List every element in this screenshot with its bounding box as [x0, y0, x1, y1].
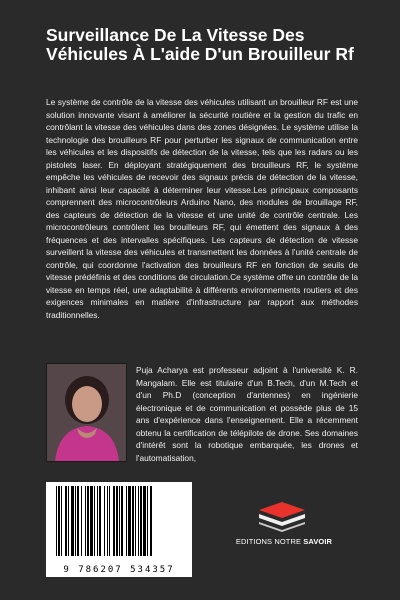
barcode-bar: [132, 486, 134, 556]
barcode-bar: [65, 486, 67, 556]
book-title: Surveillance De La Vitesse Des Véhicules À L'aide D'un Brouilleur Rf: [46, 25, 354, 64]
barcode-bar: [61, 486, 62, 556]
barcode-bar: [119, 486, 120, 556]
barcode-bars: [50, 486, 188, 558]
publisher-logo: [255, 500, 309, 532]
barcode-bar: [143, 486, 146, 556]
barcode-bar: [138, 486, 139, 556]
publisher-name: [232, 537, 336, 546]
barcode-bar: [147, 486, 148, 556]
barcode-bar: [97, 486, 98, 556]
isbn-barcode: [46, 482, 192, 577]
barcode-bar: [68, 486, 69, 556]
barcode-bar: [85, 486, 86, 556]
barcode-bar: [109, 486, 110, 556]
barcode-bar: [90, 486, 93, 556]
barcode-bar: [94, 486, 95, 556]
barcode-bar: [116, 486, 118, 556]
author-portrait-image: [47, 364, 126, 461]
barcode-bar: [75, 486, 76, 556]
barcode-bar: [140, 486, 142, 556]
author-bio: Puja Acharya est professeur adjoint à l'université K. R. Mangalam. Elle est titulaire d'un B.Tech, d'un M.Tech et d'un Ph.D (conception d'antennes) en ingénierie électronique et de communication et possède plus de 15 ans d'expérience dans l'enseignement. Elle a récemment obtenu la certification de télépilote de drone. Ses domaines d'intérêt sont la robotique embarquée, les drones et l'automatisation,: [136, 365, 358, 463]
barcode-bar: [107, 486, 108, 556]
publisher-name-strong: SAVOIR: [303, 537, 333, 546]
barcode-bar: [87, 486, 89, 556]
isbn-number: 9 786207 534357: [63, 565, 175, 575]
barcode-bar: [150, 486, 152, 556]
barcode-bar: [81, 486, 82, 556]
barcode-bar: [56, 486, 57, 556]
publisher-name-prefix: EDITIONS NOTRE: [235, 537, 302, 546]
barcode-bar: [58, 486, 60, 556]
barcode-bar: [77, 486, 79, 556]
barcode-bar: [121, 486, 123, 556]
barcode-bar: [113, 486, 115, 556]
barcode-bar: [135, 486, 136, 556]
barcode-bar: [104, 486, 105, 556]
barcode-bar: [99, 486, 101, 556]
barcode-bar: [126, 486, 127, 556]
barcode-bar: [128, 486, 131, 556]
barcode-bar: [71, 486, 74, 556]
book-summary: Le système de contrôle de la vitesse des véhicules utilisant un brouilleur RF est une solution innovante visant à améliorer la sécurité routière et la gestion du trafic en contrôlant la vitesse des véhicules dans des zones désignées. Le système utilise la technologie des brouilleurs RF pour perturber les signaux de communication entre les véhicules et les dispositifs de détection de la vitesse, tels que les radars ou les pistolets laser. En déployant stratégiquement des brouilleurs RF, le système empêche les véhicules de recevoir des signaux précis de détection de la vitesse, inhibant ainsi leur capacité à déterminer leur vitesse.Les principaux composants comprennent des microcontrôleurs Arduino Nano, des modules de brouillage RF, des capteurs de détection de la vitesse et une unité de contrôle centrale. Les microcontrôleurs contrôlent les brouilleurs RF, qui émettent des signaux à des fréquences et des intervalles spécifiques. Les capteurs de détection de vitesse surveillent la vitesse des véhicules et transmettent les données à l'unité centrale de contrôle, qui coordonne l'activation des brouilleurs RF en fonction de seuils de vitesse prédéfinis et des conditions de circulation.Ce système offre un contrôle de la vitesse en temps réel, une adaptabilité à différents environnements routiers et des exigences minimales en matière d'infrastructure par rapport aux méthodes traditionnelles.: [46, 97, 358, 320]
author-photo: [46, 363, 127, 462]
